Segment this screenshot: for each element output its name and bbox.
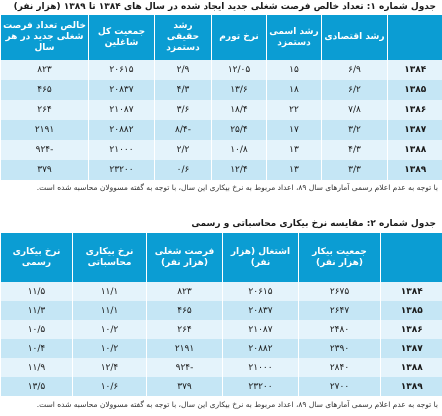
table2-cell: ۱۳۸۴ (381, 282, 442, 301)
table1-cell: ۲۱۰۰۰ (89, 140, 155, 160)
table-row (1, 160, 442, 180)
table2-cell: ۱۱/۳ (1, 301, 73, 320)
table-row (1, 120, 442, 140)
table1-cell: ۱۳/۶ (212, 80, 267, 100)
table1-cell: ۳/۲ (322, 120, 388, 140)
table1-cell: ۱۰/۸ (212, 140, 267, 160)
table2-cell: ۴۶۵ (147, 301, 223, 320)
table2-cell: ۱۱/۹ (1, 358, 73, 377)
table2-footnote: با توجه به عدم اعلام رسمی آمارهای سال ۸۹، اعداد مربوط به نرخ بیکاری این سال، با توجه به گفته مسوولان محاسبه شده است. (0, 399, 442, 411)
table2-cell: ۱۰/۶ (73, 377, 147, 396)
table2-cell: ۱۰/۵ (1, 320, 73, 339)
table2-cell: ۲۶۴۷ (299, 301, 381, 320)
table1-cell: ۴۶۵ (1, 80, 89, 100)
table2-header-official-unemployment-rate: نرخ بیکاری رسمی (1, 233, 73, 282)
table2-cell: ۱۳/۵ (1, 377, 73, 396)
table1-cell: ۷/۸ (322, 100, 388, 120)
table1-cell: ۳/۳ (322, 160, 388, 180)
table1-cell: -۹۲۴ (1, 140, 89, 160)
table2-cell: ۱۲/۴ (73, 358, 147, 377)
table1-title: جدول شماره ۱: تعداد خالص فرصت شغلی جدید ایجاد شده در سال های ۱۳۸۴ تا ۱۳۸۹ (هزار نفر) (0, 0, 442, 14)
table1-cell: ۱۸/۴ (212, 100, 267, 120)
table-row (1, 339, 442, 358)
table1-header-economic-growth: رشد اقتصادی (322, 15, 388, 60)
table2-cell: ۱۳۸۹ (381, 377, 442, 396)
table-row (1, 140, 442, 160)
table1-header-inflation: نرخ تورم (212, 15, 267, 60)
table2-cell: ۲۳۹۰ (299, 339, 381, 358)
table1-cell: ۳/۶ (155, 100, 212, 120)
table1-cell: ۶/۲ (322, 80, 388, 100)
table2-cell: ۲۱۰۸۷ (223, 320, 299, 339)
table2-header-calculated-unemployment-rate: نرخ بیکاری محاسباتی (73, 233, 147, 282)
table1-cell: ۲۱۹۱ (1, 120, 89, 140)
table1-cell: ۱۳۸۹ (388, 160, 442, 180)
table1-header-row (1, 15, 442, 60)
table2-cell: ۱۳۸۶ (381, 320, 442, 339)
table2-cell: -۹۲۴ (147, 358, 223, 377)
table2-cell: ۲۶۷۵ (299, 282, 381, 301)
table2-title: جدول شماره ۲: مقایسه نرخ بیکاری محاسباتی و رسمی (0, 217, 442, 232)
table2-cell: ۱۰/۲ (73, 320, 147, 339)
table2-cell: ۱۰/۴ (1, 339, 73, 358)
table1-cell: ۶/۹ (322, 60, 388, 80)
table2-cell: ۱۳۸۵ (381, 301, 442, 320)
table2-cell: ۱۳۸۷ (381, 339, 442, 358)
table2-cell: ۲۰۸۳۷ (223, 301, 299, 320)
table1-header-total-employed: جمعیت کل شاغلین (89, 15, 155, 60)
table1-cell: ۲۳۲۰۰ (89, 160, 155, 180)
table2-cell: ۲۰۶۱۵ (223, 282, 299, 301)
table-row (1, 282, 442, 301)
table1-cell: ۳۷۹ (1, 160, 89, 180)
table2-cell: ۳۷۹ (147, 377, 223, 396)
table2-cell: ۱۱/۱ (73, 282, 147, 301)
table2-cell: ۲۰۸۸۲ (223, 339, 299, 358)
table1-cell: ۸۲۳ (1, 60, 89, 80)
table1-cell: ۲۲ (267, 100, 322, 120)
table2 (0, 233, 442, 396)
table2-header-job-opportunity: فرصت شغلی (هزار نفر) (147, 233, 223, 282)
table1 (0, 15, 442, 180)
table1-cell: ۱۳ (267, 160, 322, 180)
table2-cell: ۲۱۰۰۰ (223, 358, 299, 377)
table2-cell: ۲۸۴۰ (299, 358, 381, 377)
table2-cell: ۲۳۲۰۰ (223, 377, 299, 396)
table1-cell: ۱۵ (267, 60, 322, 80)
table1-cell: ۲۰۶۱۵ (89, 60, 155, 80)
table2-header-year (381, 233, 442, 282)
table1-header-year (388, 15, 442, 60)
table-row (1, 320, 442, 339)
table-row (1, 377, 442, 396)
table1-cell: ۱۷ (267, 120, 322, 140)
table1-cell: ۱۳۸۷ (388, 120, 442, 140)
table1-cell: ۱۳۸۵ (388, 80, 442, 100)
table1-cell: ۲۰۸۳۷ (89, 80, 155, 100)
table1-cell: ۱۸ (267, 80, 322, 100)
table2-cell: ۸۲۳ (147, 282, 223, 301)
table2-cell: ۲۶۴ (147, 320, 223, 339)
table1-header-real-wage-growth: رشد حقیقی دستمزد (155, 15, 212, 60)
table1-cell: ۲۵/۴ (212, 120, 267, 140)
table-row (1, 60, 442, 80)
table2-cell: ۲۴۸۰ (299, 320, 381, 339)
table1-cell: -۸/۴ (155, 120, 212, 140)
table-row (1, 301, 442, 320)
table1-cell: ۲۰۸۸۲ (89, 120, 155, 140)
table2-header-employment: اشتغال (هزار نفر) (223, 233, 299, 282)
table1-cell: ۱۳۸۸ (388, 140, 442, 160)
table1-cell: ۱۲/۴ (212, 160, 267, 180)
table2-cell: ۱۱/۱ (73, 301, 147, 320)
table1-cell: ۲/۲ (155, 140, 212, 160)
table-row (1, 358, 442, 377)
table-row (1, 100, 442, 120)
table1-cell: ۱۲/۰۵ (212, 60, 267, 80)
table2-cell: ۱۰/۲ (73, 339, 147, 358)
table2-cell: ۱۳۸۸ (381, 358, 442, 377)
table1-header-nominal-wage-growth: رشد اسمی دستمزد (267, 15, 322, 60)
table1-cell: ۴/۳ (155, 80, 212, 100)
table2-header-unemployed-population: جمعیت بیکار (هزار نفر) (299, 233, 381, 282)
table2-cell: ۲۷۰۰ (299, 377, 381, 396)
table1-cell: ۱۳۸۶ (388, 100, 442, 120)
table1-cell: ۰/۶ (155, 160, 212, 180)
table2-cell: ۱۱/۵ (1, 282, 73, 301)
table1-cell: ۲۱۰۸۷ (89, 100, 155, 120)
table1-cell: ۱۳ (267, 140, 322, 160)
table1-cell: ۲۶۴ (1, 100, 89, 120)
table1-cell: ۲/۹ (155, 60, 212, 80)
table2-cell: ۲۱۹۱ (147, 339, 223, 358)
table1-cell: ۱۳۸۴ (388, 60, 442, 80)
table2-header-row (1, 233, 442, 282)
table-row (1, 80, 442, 100)
table1-cell: ۴/۳ (322, 140, 388, 160)
table1-footnote: با توجه به عدم اعلام رسمی آمارهای سال ۸۹، اعداد مربوط به نرخ بیکاری این سال، با توجه به گفته مسوولان محاسبه شده است. (0, 182, 442, 194)
table1-header-net-new-jobs: خالص تعداد فرصت شغلی جدید در هر سال (1, 15, 89, 60)
